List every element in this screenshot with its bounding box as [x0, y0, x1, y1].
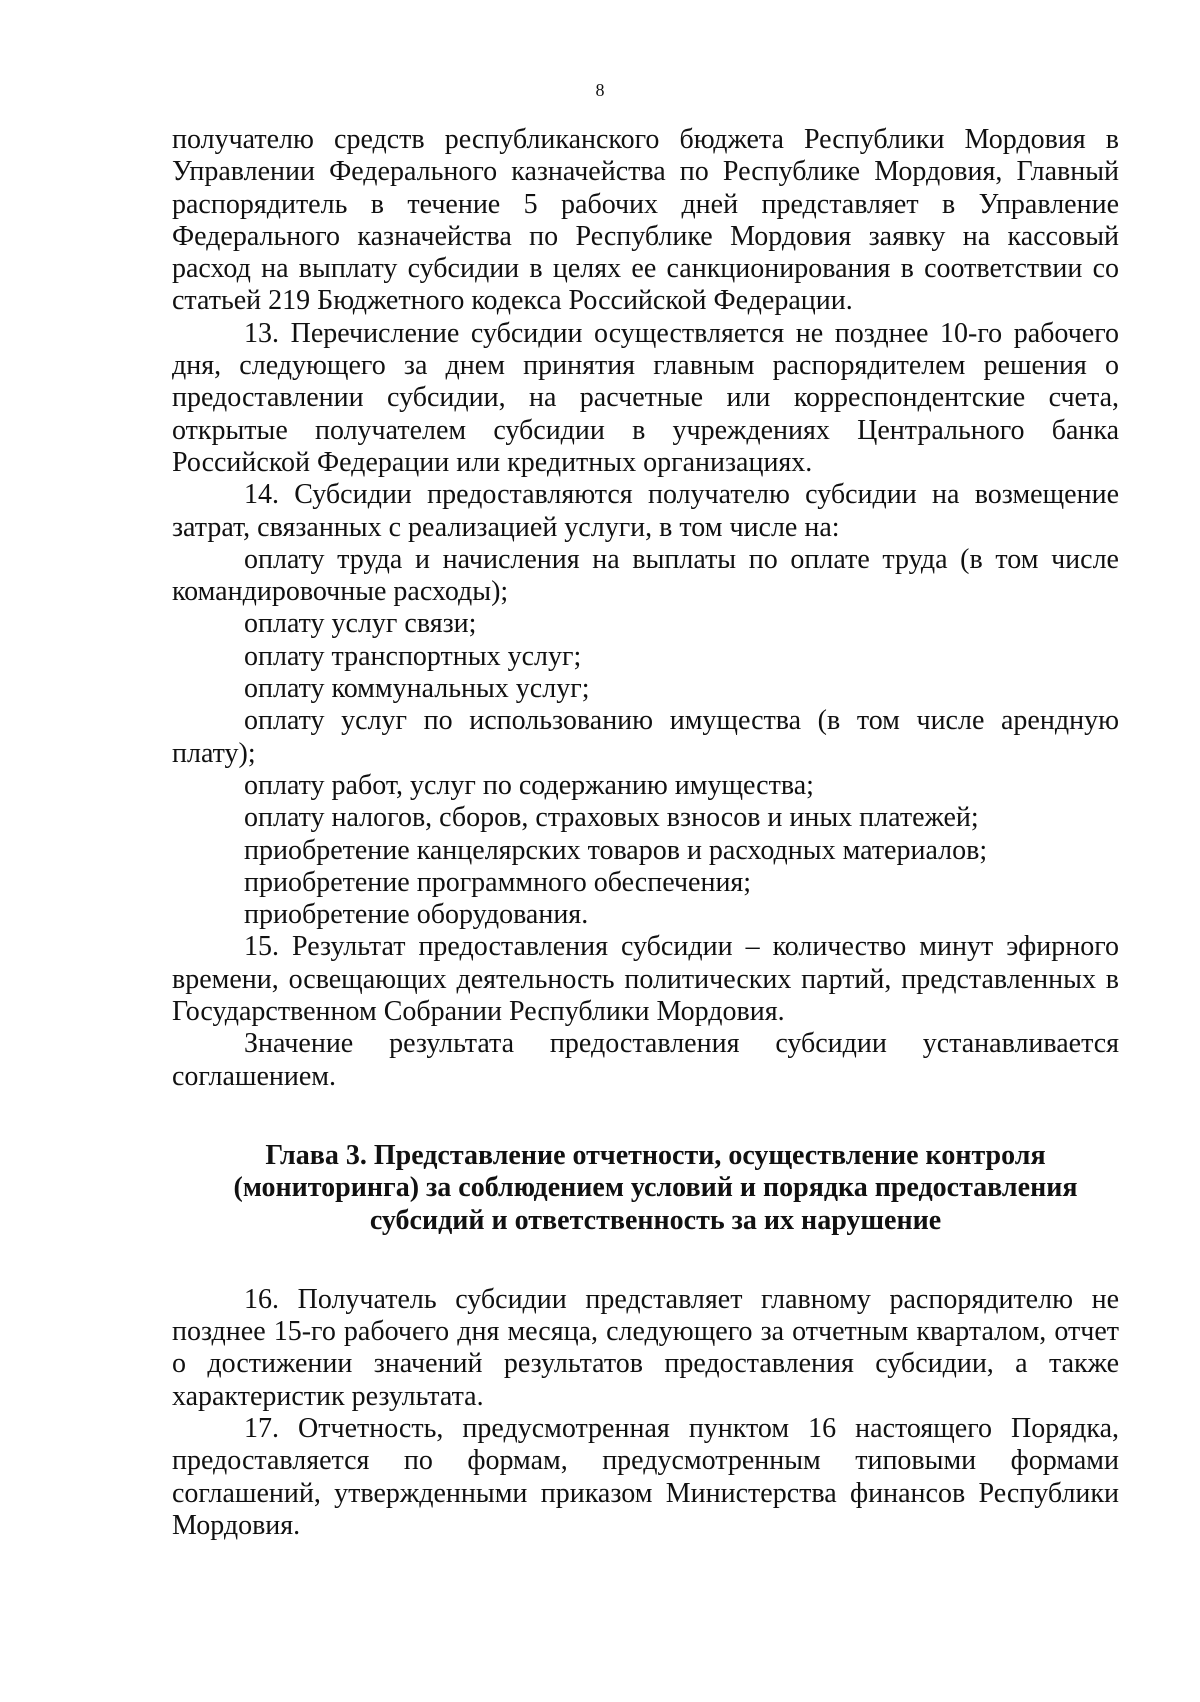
chapter-heading-line: субсидий и ответственность за их нарушение	[369, 1204, 942, 1236]
expense-list	[172, 544, 1119, 932]
paragraph-15: 15. Результат предоставления субсидии – количество минут эфирного времени, освещающих деятельность политических партий, представленных в Государственном Собрании Республики Мордовия.	[172, 931, 1119, 1028]
list-item: оплату налогов, сборов, страховых взносов и иных платежей;	[244, 802, 979, 834]
list-item: оплату коммунальных услуг;	[244, 673, 590, 705]
paragraph-continuation: получателю средств республиканского бюджета Республики Мордовия в Управлении Федерального казначейства по Республике Мордовия, Главный распорядитель в течение 5 рабочих дней представляет в Управление Федерального казначейства по Республике Мордовия заявку на кассовый расход на выплату субсидии в целях ее санкционирования в соответствии со статьей 219 Бюджетного кодекса Российской Федерации.	[172, 124, 1119, 317]
list-item: приобретение программного обеспечения;	[244, 866, 752, 898]
list-item: оплату работ, услуг по содержанию имущества;	[244, 769, 814, 801]
paragraph-17: 17. Отчетность, предусмотренная пунктом 16 настоящего Порядка, предоставляется по формам, предусмотренным типовыми формами соглашений, утвержденными приказом Министерства финансов Республики Мордовия.	[172, 1412, 1119, 1541]
page-number: 8	[595, 80, 605, 100]
chapter-heading	[172, 1140, 1119, 1237]
list-item: приобретение канцелярских товаров и расходных материалов;	[244, 834, 988, 866]
chapter-heading-line: (мониторинга) за соблюдением условий и порядка предоставления	[233, 1172, 1078, 1204]
chapter-heading-line: Глава 3. Представление отчетности, осуществление контроля	[265, 1139, 1046, 1171]
document-body	[172, 124, 1119, 1542]
paragraph-16: 16. Получатель субсидии представляет главному распорядителю не позднее 15-го рабочего дня месяца, следующего за отчетным кварталом, отчет о достижении значений результатов предоставления субсидии, а также характеристик результата.	[172, 1283, 1119, 1412]
paragraph-13: 13. Перечисление субсидии осуществляется не позднее 10-го рабочего дня, следующего за днем принятия главным распорядителем решения о предоставлении субсидии, на расчетные или корреспондентские счета, открытые получателем субсидии в учреждениях Центрального банка Российской Федерации или кредитных организациях.	[172, 317, 1119, 478]
paragraph-result-value: Значение результата предоставления субсидии устанавливается соглашением.	[172, 1028, 1119, 1092]
list-item: оплату услуг по использованию имущества (в том числе арендную плату);	[172, 705, 1119, 769]
list-item: оплату транспортных услуг;	[244, 640, 582, 672]
list-item: приобретение оборудования.	[244, 899, 589, 931]
list-item: оплату труда и начисления на выплаты по оплате труда (в том числе командировочные расходы);	[172, 543, 1119, 608]
list-item: оплату услуг связи;	[244, 608, 477, 640]
paragraph-14: 14. Субсидии предоставляются получателю субсидии на возмещение затрат, связанных с реализацией услуги, в том числе на:	[172, 479, 1119, 543]
